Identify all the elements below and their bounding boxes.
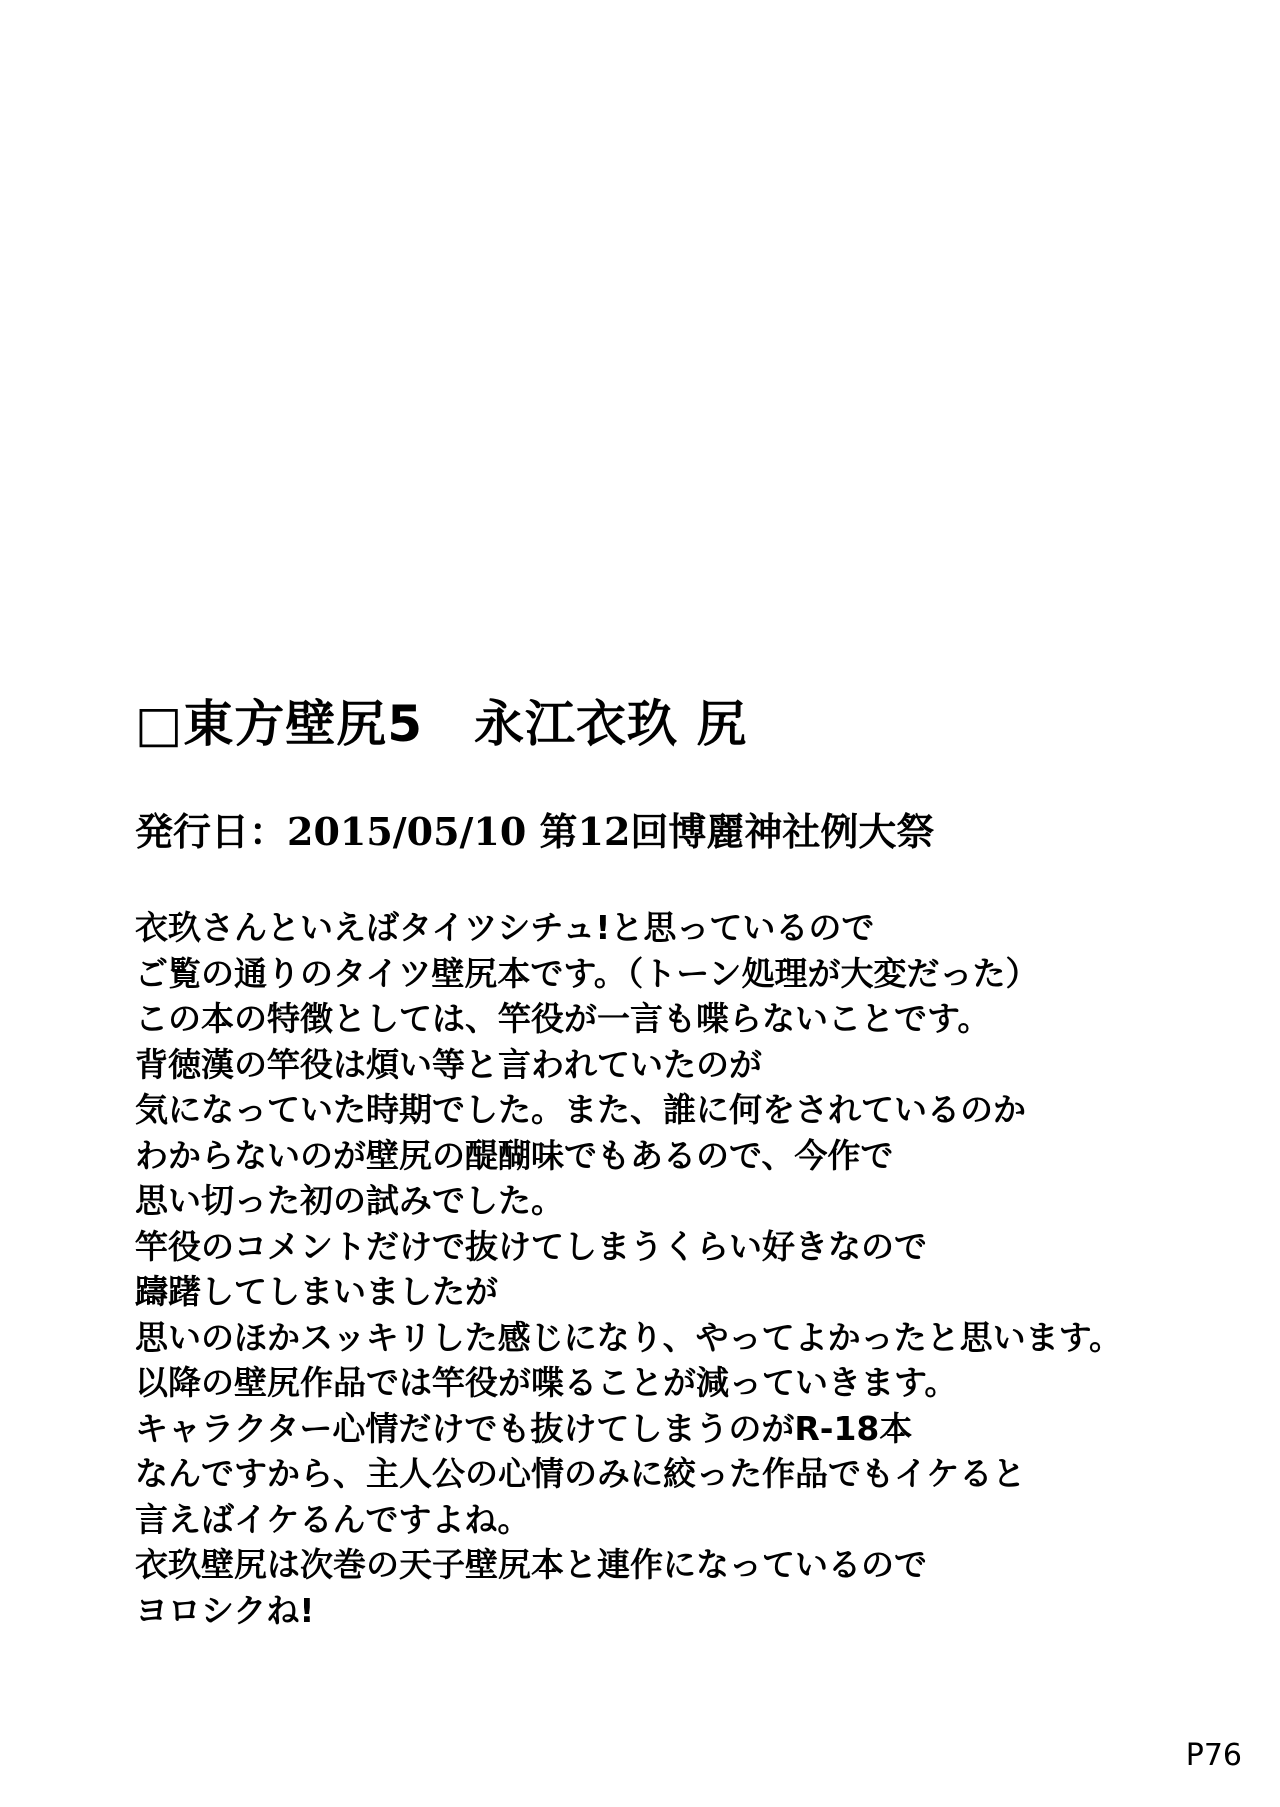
body-line: 言えばイケるんですよね。	[135, 1499, 531, 1539]
body-line: 躊躇してしまいましたが	[135, 1272, 498, 1311]
body-line: キャラクター心情だけでも抜けてしまうのがR-18本	[135, 1408, 913, 1448]
body-line: わからないのが壁尻の醍醐味でもあるので、今作で	[135, 1135, 894, 1175]
body-line: なんですから、主人公の心情のみに絞った作品でもイケると	[135, 1454, 1026, 1493]
page-number: P76	[1185, 1738, 1242, 1773]
body-line: 気になっていた時期でした。また、誰に何をされているのか	[135, 1090, 1026, 1129]
body-line: 思いのほかスッキリした感じになり、やってよかったと思います。	[135, 1317, 1123, 1357]
body-line: 衣玖さんといえばタイツシチュ!と思っているので	[135, 908, 875, 947]
body-line: ご覧の通りのタイツ壁尻本です。（トーン処理が大変だった）	[135, 953, 1039, 993]
publication-info: 発行日：2015/05/10 第12回博麗神社例大祭	[135, 809, 935, 854]
body-line: ヨロシクね!	[135, 1590, 315, 1630]
body-line: 衣玖壁尻は次巻の天子壁尻本と連作になっているので	[135, 1545, 927, 1584]
body-line: 以降の壁尻作品では竿役が喋ることが減っていきます。	[135, 1363, 958, 1402]
body-line: この本の特徴としては、竿役が一言も喋らないことです。	[135, 999, 991, 1038]
afterword-body	[135, 905, 1122, 1633]
body-line: 背徳漢の竿役は煩い等と言われていたのが	[135, 1044, 762, 1084]
section-heading: □東方壁尻5 永江衣玖 尻	[135, 695, 748, 753]
body-line: 竿役のコメントだけで抜けてしまうくらい好きなので	[135, 1226, 927, 1266]
body-line: 思い切った初の試みでした。	[135, 1181, 564, 1220]
